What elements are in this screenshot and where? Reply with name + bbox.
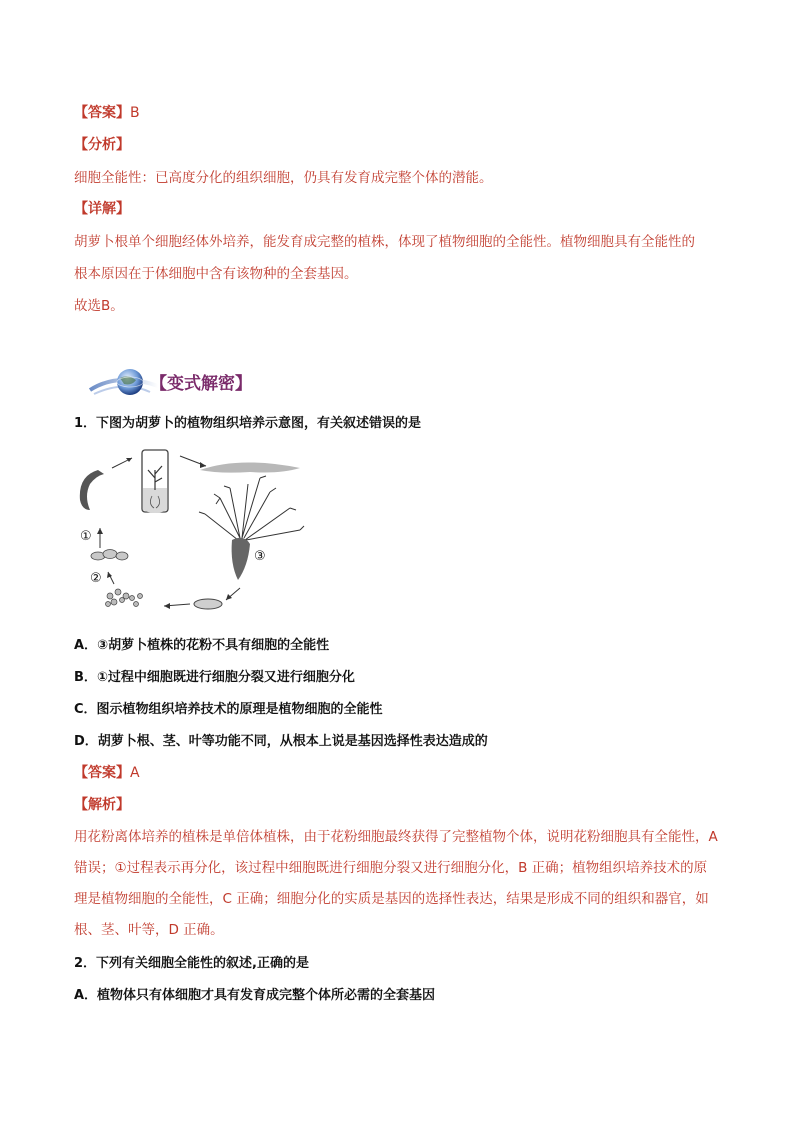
q2-option-a: A．植物体只有体细胞才具有发育成完整个体所必需的全套基因 [74,988,436,1003]
q1-explain-line-4: 根、茎、叶等，D 正确。 [74,922,224,938]
q1-answer-value: A [130,765,140,781]
q1-explain-line-1: 用花粉离体培养的植株是单倍体植株，由于花粉细胞最终获得了完整植物个体，说明花粉细胞具有全能性，A [74,829,718,845]
tissue-culture-figure [70,448,320,618]
carrot-plant-icon [199,462,304,580]
q1-explain-line-2: 错误；①过程表示再分化，该过程中细胞既进行细胞分裂又进行细胞分化，B 正确；植物组织培养技术的原 [74,860,708,876]
callus-icon [91,550,128,561]
detail-line-1: 胡萝卜根单个细胞经体外培养，能发育成完整的植株，体现了植物细胞的全能性。植物细胞具有全能性的 [74,234,695,250]
q1-explain-line-3: 理是植物细胞的全能性，C 正确；细胞分化的实质是基因的选择性表达，结果是形成不同的组织和器官，如 [74,891,709,907]
label-2: ② [90,571,102,586]
q1-option-b: B．①过程中细胞既进行细胞分裂又进行细胞分化 [74,670,355,685]
q1-option-a: A．③胡萝卜植株的花粉不具有细胞的全能性 [74,638,330,653]
label-1: ① [80,529,92,544]
answer-tag: 【答案】B [74,105,140,121]
label-3: ③ [254,549,266,564]
q1-answer-tag: 【答案】A [74,765,140,781]
globe-icon [117,369,143,395]
test-tube-icon [142,450,168,513]
section-title: 【变式解密】 [150,374,252,394]
petri-dish-icon [194,599,222,609]
question-2-stem: 2．下列有关细胞全能性的叙述,正确的是 [74,956,309,971]
conclusion-text: 故选B。 [74,298,124,314]
q1-option-c: C．图示植物组织培养技术的原理是植物细胞的全能性 [74,702,383,717]
detail-tag: 【详解】 [74,201,130,217]
q1-option-d: D．胡萝卜根、茎、叶等功能不同，从根本上说是基因选择性表达造成的 [74,734,488,749]
detail-line-2: 根本原因在于体细胞中含有该物种的全套基因。 [74,266,358,282]
analysis-text: 细胞全能性：已高度分化的组织细胞，仍具有发育成完整个体的潜能。 [74,170,493,186]
root-slice-icon [80,470,104,510]
analysis-tag: 【分析】 [74,137,130,153]
q1-explain-tag: 【解析】 [74,797,130,813]
answer-value: B [130,105,140,121]
cells-icon [106,589,143,607]
question-1-stem: 1．下图为胡萝卜的植物组织培养示意图，有关叙述错误的是 [74,416,422,431]
